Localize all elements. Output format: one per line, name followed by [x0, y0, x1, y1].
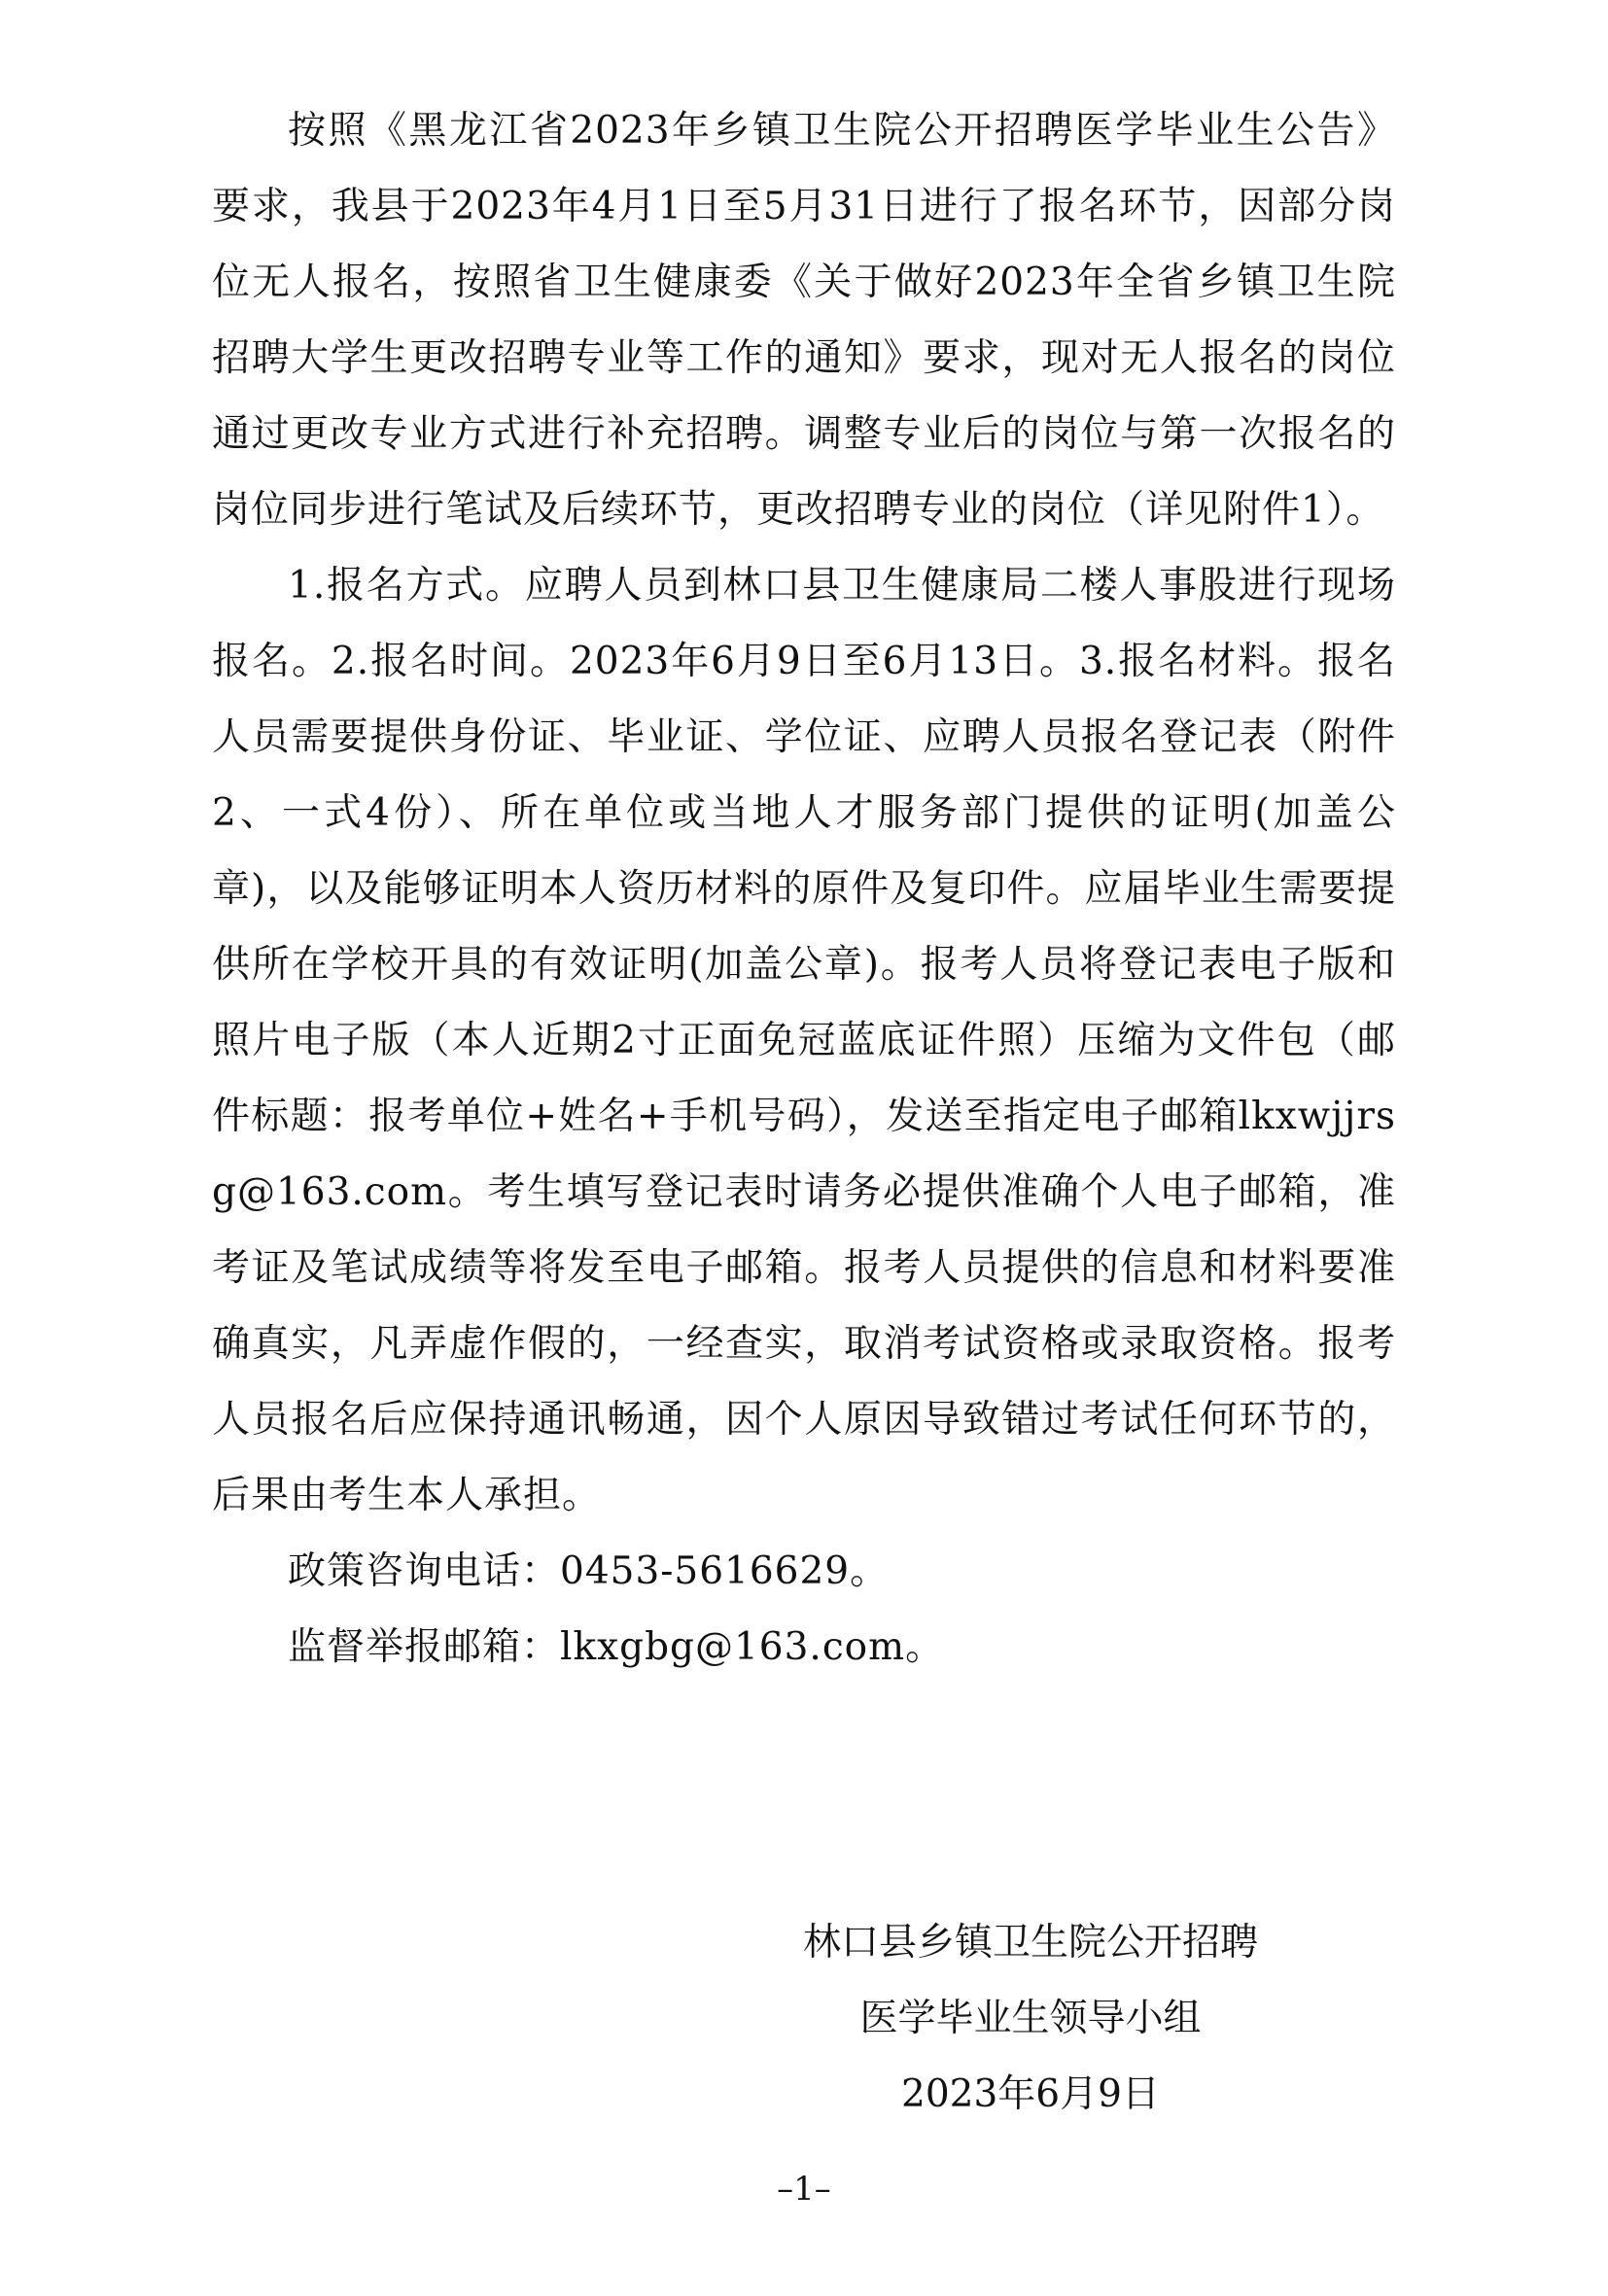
paragraph-intro: 按照《黑龙江省2023年乡镇卫生院公开招聘医学毕业生公告》要求，我县于2023年4月1日至5月31日进行了报名环节，因部分岗位无人报名，按照省卫生健康委《关于做好2023年全省乡镇卫生院招聘大学生更改招聘专业等工作的通知》要求，现对无人报名的岗位通过更改专业方式进行补充招聘。调整专业后的岗位与第一次报名的岗位同步进行笔试及后续环节，更改招聘专业的岗位（详见附件1）。 — [212, 109, 1396, 532]
paragraph-registration-details: 1.报名方式。应聘人员到林口县卫生健康局二楼人事股进行现场报名。2.报名时间。2023年6月9日至6月13日。3.报名材料。报名人员需要提供身份证、毕业证、学位证、应聘人员报名登记表（附件2、一式4份）、所在单位或当地人才服务部门提供的证明(加盖公章)，以及能够证明本人资历材料的原件及复印件。应届毕业生需要提供所在学校开具的有效证明(加盖公章)。报考人员将登记表电子版和照片电子版（本人近期2寸正面免冠蓝底证件照）压缩为文件包（邮件标题：报考单位+姓名+手机号码），发送至指定电子邮箱lkxwjjrsg@163.com。考生填写登记表时请务必提供准确个人电子邮箱，准考证及笔试成绩等将发至电子邮箱。报考人员提供的信息和材料要准确真实，凡弄虚作假的，一经查实，取消考试资格或录取资格。报考人员报名后应保持通讯畅通，因个人原因导致错过考试任何环节的，后果由考生本人承担。 — [212, 564, 1396, 1517]
paragraph-supervision-email: 监督举报邮箱：lkxgbg@163.com。 — [288, 1625, 945, 1669]
paragraph-policy-hotline: 政策咨询电话：0453-5616629。 — [288, 1549, 890, 1593]
signature-date: 2023年6月9日 — [901, 2072, 1160, 2116]
signature-org-line-1: 林口县乡镇卫生院公开招聘 — [802, 1921, 1258, 1965]
page-number: –1– — [777, 2170, 831, 2209]
document-body — [212, 93, 1396, 1686]
signature-block — [758, 1905, 1303, 2133]
signature-org-line-2: 医学毕业生领导小组 — [859, 1997, 1202, 2040]
